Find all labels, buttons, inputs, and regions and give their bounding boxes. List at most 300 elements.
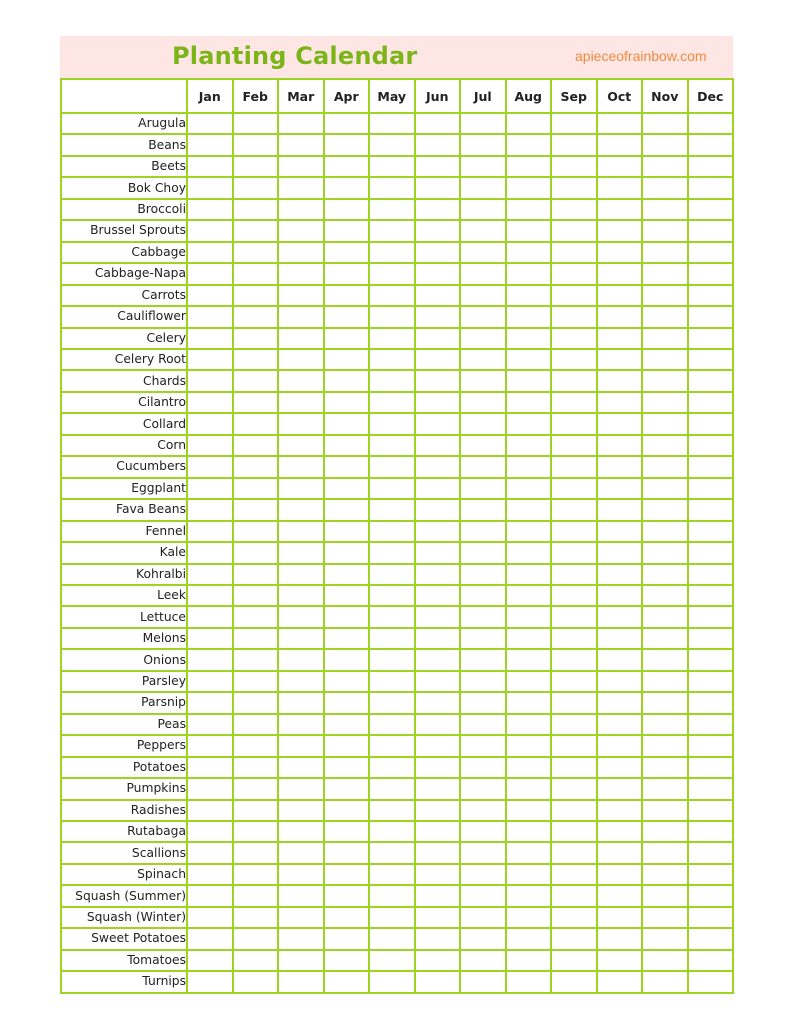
- calendar-cell-dec[interactable]: [688, 370, 734, 391]
- calendar-cell-feb[interactable]: [233, 778, 279, 799]
- calendar-cell-aug[interactable]: [506, 842, 552, 863]
- calendar-cell-aug[interactable]: [506, 285, 552, 306]
- calendar-cell-may[interactable]: [369, 885, 415, 906]
- calendar-cell-dec[interactable]: [688, 907, 734, 928]
- calendar-cell-mar[interactable]: [278, 778, 324, 799]
- calendar-cell-oct[interactable]: [597, 735, 643, 756]
- calendar-cell-jan[interactable]: [187, 606, 233, 627]
- calendar-cell-dec[interactable]: [688, 199, 734, 220]
- calendar-cell-dec[interactable]: [688, 800, 734, 821]
- calendar-cell-dec[interactable]: [688, 885, 734, 906]
- calendar-cell-dec[interactable]: [688, 306, 734, 327]
- calendar-cell-feb[interactable]: [233, 542, 279, 563]
- calendar-cell-feb[interactable]: [233, 306, 279, 327]
- calendar-cell-apr[interactable]: [324, 113, 370, 134]
- calendar-cell-nov[interactable]: [642, 692, 688, 713]
- calendar-cell-mar[interactable]: [278, 435, 324, 456]
- calendar-cell-jul[interactable]: [460, 778, 506, 799]
- calendar-cell-jun[interactable]: [415, 199, 461, 220]
- calendar-cell-may[interactable]: [369, 800, 415, 821]
- calendar-cell-mar[interactable]: [278, 864, 324, 885]
- calendar-cell-apr[interactable]: [324, 907, 370, 928]
- calendar-cell-nov[interactable]: [642, 370, 688, 391]
- calendar-cell-may[interactable]: [369, 263, 415, 284]
- calendar-cell-may[interactable]: [369, 134, 415, 155]
- calendar-cell-may[interactable]: [369, 778, 415, 799]
- calendar-cell-nov[interactable]: [642, 628, 688, 649]
- calendar-cell-jun[interactable]: [415, 757, 461, 778]
- calendar-cell-may[interactable]: [369, 285, 415, 306]
- calendar-cell-oct[interactable]: [597, 671, 643, 692]
- calendar-cell-apr[interactable]: [324, 285, 370, 306]
- calendar-cell-nov[interactable]: [642, 263, 688, 284]
- calendar-cell-oct[interactable]: [597, 134, 643, 155]
- calendar-cell-may[interactable]: [369, 199, 415, 220]
- calendar-cell-jun[interactable]: [415, 821, 461, 842]
- calendar-cell-nov[interactable]: [642, 392, 688, 413]
- calendar-cell-oct[interactable]: [597, 564, 643, 585]
- calendar-cell-feb[interactable]: [233, 199, 279, 220]
- calendar-cell-mar[interactable]: [278, 649, 324, 670]
- calendar-cell-jun[interactable]: [415, 778, 461, 799]
- calendar-cell-mar[interactable]: [278, 499, 324, 520]
- calendar-cell-jun[interactable]: [415, 606, 461, 627]
- calendar-cell-nov[interactable]: [642, 671, 688, 692]
- calendar-cell-apr[interactable]: [324, 692, 370, 713]
- calendar-cell-sep[interactable]: [551, 134, 597, 155]
- calendar-cell-apr[interactable]: [324, 306, 370, 327]
- calendar-cell-jul[interactable]: [460, 714, 506, 735]
- calendar-cell-sep[interactable]: [551, 757, 597, 778]
- calendar-cell-mar[interactable]: [278, 950, 324, 971]
- calendar-cell-dec[interactable]: [688, 156, 734, 177]
- calendar-cell-mar[interactable]: [278, 156, 324, 177]
- calendar-cell-apr[interactable]: [324, 392, 370, 413]
- calendar-cell-jul[interactable]: [460, 328, 506, 349]
- calendar-cell-jan[interactable]: [187, 199, 233, 220]
- calendar-cell-nov[interactable]: [642, 735, 688, 756]
- calendar-cell-dec[interactable]: [688, 242, 734, 263]
- calendar-cell-feb[interactable]: [233, 585, 279, 606]
- calendar-cell-jul[interactable]: [460, 821, 506, 842]
- calendar-cell-apr[interactable]: [324, 499, 370, 520]
- calendar-cell-aug[interactable]: [506, 714, 552, 735]
- calendar-cell-mar[interactable]: [278, 628, 324, 649]
- calendar-cell-mar[interactable]: [278, 907, 324, 928]
- calendar-cell-sep[interactable]: [551, 199, 597, 220]
- calendar-cell-jan[interactable]: [187, 757, 233, 778]
- calendar-cell-jul[interactable]: [460, 134, 506, 155]
- calendar-cell-jul[interactable]: [460, 306, 506, 327]
- calendar-cell-feb[interactable]: [233, 370, 279, 391]
- calendar-cell-feb[interactable]: [233, 392, 279, 413]
- calendar-cell-jan[interactable]: [187, 285, 233, 306]
- calendar-cell-oct[interactable]: [597, 456, 643, 477]
- calendar-cell-aug[interactable]: [506, 220, 552, 241]
- calendar-cell-jan[interactable]: [187, 177, 233, 198]
- calendar-cell-oct[interactable]: [597, 714, 643, 735]
- calendar-cell-jul[interactable]: [460, 950, 506, 971]
- calendar-cell-sep[interactable]: [551, 542, 597, 563]
- calendar-cell-jun[interactable]: [415, 113, 461, 134]
- calendar-cell-aug[interactable]: [506, 306, 552, 327]
- calendar-cell-feb[interactable]: [233, 134, 279, 155]
- calendar-cell-feb[interactable]: [233, 628, 279, 649]
- calendar-cell-may[interactable]: [369, 456, 415, 477]
- calendar-cell-nov[interactable]: [642, 971, 688, 992]
- calendar-cell-dec[interactable]: [688, 413, 734, 434]
- calendar-cell-nov[interactable]: [642, 778, 688, 799]
- calendar-cell-mar[interactable]: [278, 800, 324, 821]
- calendar-cell-mar[interactable]: [278, 564, 324, 585]
- calendar-cell-dec[interactable]: [688, 671, 734, 692]
- calendar-cell-feb[interactable]: [233, 328, 279, 349]
- calendar-cell-dec[interactable]: [688, 649, 734, 670]
- calendar-cell-jan[interactable]: [187, 413, 233, 434]
- calendar-cell-sep[interactable]: [551, 564, 597, 585]
- calendar-cell-sep[interactable]: [551, 263, 597, 284]
- calendar-cell-apr[interactable]: [324, 950, 370, 971]
- calendar-cell-jan[interactable]: [187, 370, 233, 391]
- calendar-cell-nov[interactable]: [642, 714, 688, 735]
- calendar-cell-dec[interactable]: [688, 113, 734, 134]
- calendar-cell-jul[interactable]: [460, 928, 506, 949]
- calendar-cell-dec[interactable]: [688, 499, 734, 520]
- calendar-cell-feb[interactable]: [233, 714, 279, 735]
- calendar-cell-jul[interactable]: [460, 907, 506, 928]
- calendar-cell-mar[interactable]: [278, 199, 324, 220]
- calendar-cell-jul[interactable]: [460, 156, 506, 177]
- calendar-cell-jul[interactable]: [460, 285, 506, 306]
- calendar-cell-dec[interactable]: [688, 714, 734, 735]
- calendar-cell-mar[interactable]: [278, 113, 324, 134]
- calendar-cell-mar[interactable]: [278, 134, 324, 155]
- calendar-cell-aug[interactable]: [506, 800, 552, 821]
- calendar-cell-mar[interactable]: [278, 263, 324, 284]
- calendar-cell-jun[interactable]: [415, 285, 461, 306]
- calendar-cell-feb[interactable]: [233, 950, 279, 971]
- calendar-cell-aug[interactable]: [506, 521, 552, 542]
- calendar-cell-nov[interactable]: [642, 649, 688, 670]
- calendar-cell-aug[interactable]: [506, 349, 552, 370]
- calendar-cell-jan[interactable]: [187, 113, 233, 134]
- calendar-cell-dec[interactable]: [688, 971, 734, 992]
- calendar-cell-nov[interactable]: [642, 499, 688, 520]
- calendar-cell-mar[interactable]: [278, 757, 324, 778]
- calendar-cell-aug[interactable]: [506, 478, 552, 499]
- calendar-cell-feb[interactable]: [233, 263, 279, 284]
- calendar-cell-aug[interactable]: [506, 456, 552, 477]
- calendar-cell-jan[interactable]: [187, 242, 233, 263]
- calendar-cell-nov[interactable]: [642, 907, 688, 928]
- calendar-cell-nov[interactable]: [642, 435, 688, 456]
- calendar-cell-aug[interactable]: [506, 564, 552, 585]
- calendar-cell-may[interactable]: [369, 950, 415, 971]
- calendar-cell-sep[interactable]: [551, 778, 597, 799]
- calendar-cell-nov[interactable]: [642, 349, 688, 370]
- calendar-cell-aug[interactable]: [506, 199, 552, 220]
- calendar-cell-jan[interactable]: [187, 392, 233, 413]
- calendar-cell-sep[interactable]: [551, 692, 597, 713]
- calendar-cell-feb[interactable]: [233, 456, 279, 477]
- calendar-cell-mar[interactable]: [278, 413, 324, 434]
- calendar-cell-jul[interactable]: [460, 113, 506, 134]
- calendar-cell-may[interactable]: [369, 928, 415, 949]
- calendar-cell-jul[interactable]: [460, 242, 506, 263]
- calendar-cell-dec[interactable]: [688, 328, 734, 349]
- calendar-cell-apr[interactable]: [324, 564, 370, 585]
- calendar-cell-sep[interactable]: [551, 499, 597, 520]
- calendar-cell-oct[interactable]: [597, 156, 643, 177]
- calendar-cell-apr[interactable]: [324, 606, 370, 627]
- calendar-cell-nov[interactable]: [642, 199, 688, 220]
- calendar-cell-feb[interactable]: [233, 842, 279, 863]
- calendar-cell-oct[interactable]: [597, 521, 643, 542]
- calendar-cell-jan[interactable]: [187, 735, 233, 756]
- calendar-cell-mar[interactable]: [278, 306, 324, 327]
- calendar-cell-oct[interactable]: [597, 306, 643, 327]
- calendar-cell-jun[interactable]: [415, 392, 461, 413]
- calendar-cell-nov[interactable]: [642, 757, 688, 778]
- calendar-cell-mar[interactable]: [278, 242, 324, 263]
- calendar-cell-jul[interactable]: [460, 456, 506, 477]
- calendar-cell-dec[interactable]: [688, 842, 734, 863]
- website-link[interactable]: apieceofrainbow.com: [575, 48, 707, 64]
- calendar-cell-mar[interactable]: [278, 370, 324, 391]
- calendar-cell-apr[interactable]: [324, 478, 370, 499]
- calendar-cell-aug[interactable]: [506, 735, 552, 756]
- calendar-cell-jan[interactable]: [187, 864, 233, 885]
- calendar-cell-mar[interactable]: [278, 478, 324, 499]
- calendar-cell-may[interactable]: [369, 113, 415, 134]
- calendar-cell-jul[interactable]: [460, 199, 506, 220]
- calendar-cell-apr[interactable]: [324, 671, 370, 692]
- calendar-cell-jun[interactable]: [415, 928, 461, 949]
- calendar-cell-dec[interactable]: [688, 735, 734, 756]
- calendar-cell-may[interactable]: [369, 671, 415, 692]
- calendar-cell-oct[interactable]: [597, 928, 643, 949]
- calendar-cell-apr[interactable]: [324, 370, 370, 391]
- calendar-cell-sep[interactable]: [551, 220, 597, 241]
- calendar-cell-aug[interactable]: [506, 392, 552, 413]
- calendar-cell-jun[interactable]: [415, 413, 461, 434]
- calendar-cell-feb[interactable]: [233, 928, 279, 949]
- calendar-cell-feb[interactable]: [233, 177, 279, 198]
- calendar-cell-jan[interactable]: [187, 263, 233, 284]
- calendar-cell-feb[interactable]: [233, 220, 279, 241]
- calendar-cell-nov[interactable]: [642, 285, 688, 306]
- calendar-cell-mar[interactable]: [278, 885, 324, 906]
- calendar-cell-jun[interactable]: [415, 370, 461, 391]
- calendar-cell-jan[interactable]: [187, 971, 233, 992]
- calendar-cell-apr[interactable]: [324, 220, 370, 241]
- calendar-cell-feb[interactable]: [233, 649, 279, 670]
- calendar-cell-dec[interactable]: [688, 564, 734, 585]
- calendar-cell-jan[interactable]: [187, 328, 233, 349]
- calendar-cell-jun[interactable]: [415, 907, 461, 928]
- calendar-cell-jan[interactable]: [187, 478, 233, 499]
- calendar-cell-dec[interactable]: [688, 950, 734, 971]
- calendar-cell-jul[interactable]: [460, 735, 506, 756]
- calendar-cell-nov[interactable]: [642, 564, 688, 585]
- calendar-cell-dec[interactable]: [688, 628, 734, 649]
- calendar-cell-jul[interactable]: [460, 177, 506, 198]
- calendar-cell-dec[interactable]: [688, 864, 734, 885]
- calendar-cell-jan[interactable]: [187, 564, 233, 585]
- calendar-cell-jan[interactable]: [187, 220, 233, 241]
- calendar-cell-jan[interactable]: [187, 714, 233, 735]
- calendar-cell-mar[interactable]: [278, 606, 324, 627]
- calendar-cell-sep[interactable]: [551, 435, 597, 456]
- calendar-cell-may[interactable]: [369, 499, 415, 520]
- calendar-cell-oct[interactable]: [597, 649, 643, 670]
- calendar-cell-jan[interactable]: [187, 456, 233, 477]
- calendar-cell-aug[interactable]: [506, 263, 552, 284]
- calendar-cell-apr[interactable]: [324, 971, 370, 992]
- calendar-cell-aug[interactable]: [506, 885, 552, 906]
- calendar-cell-may[interactable]: [369, 521, 415, 542]
- calendar-cell-jun[interactable]: [415, 156, 461, 177]
- calendar-cell-mar[interactable]: [278, 971, 324, 992]
- calendar-cell-dec[interactable]: [688, 542, 734, 563]
- calendar-cell-may[interactable]: [369, 370, 415, 391]
- calendar-cell-oct[interactable]: [597, 370, 643, 391]
- calendar-cell-nov[interactable]: [642, 800, 688, 821]
- calendar-cell-apr[interactable]: [324, 714, 370, 735]
- calendar-cell-may[interactable]: [369, 714, 415, 735]
- calendar-cell-jun[interactable]: [415, 564, 461, 585]
- calendar-cell-oct[interactable]: [597, 800, 643, 821]
- calendar-cell-nov[interactable]: [642, 134, 688, 155]
- calendar-cell-aug[interactable]: [506, 413, 552, 434]
- calendar-cell-oct[interactable]: [597, 950, 643, 971]
- calendar-cell-mar[interactable]: [278, 821, 324, 842]
- calendar-cell-sep[interactable]: [551, 671, 597, 692]
- calendar-cell-feb[interactable]: [233, 521, 279, 542]
- calendar-cell-mar[interactable]: [278, 735, 324, 756]
- calendar-cell-feb[interactable]: [233, 413, 279, 434]
- calendar-cell-sep[interactable]: [551, 392, 597, 413]
- calendar-cell-aug[interactable]: [506, 242, 552, 263]
- calendar-cell-oct[interactable]: [597, 392, 643, 413]
- calendar-cell-aug[interactable]: [506, 606, 552, 627]
- calendar-cell-aug[interactable]: [506, 542, 552, 563]
- calendar-cell-feb[interactable]: [233, 435, 279, 456]
- calendar-cell-oct[interactable]: [597, 606, 643, 627]
- calendar-cell-may[interactable]: [369, 628, 415, 649]
- calendar-cell-jan[interactable]: [187, 692, 233, 713]
- calendar-cell-aug[interactable]: [506, 499, 552, 520]
- calendar-cell-jul[interactable]: [460, 542, 506, 563]
- calendar-cell-aug[interactable]: [506, 328, 552, 349]
- calendar-cell-jul[interactable]: [460, 263, 506, 284]
- calendar-cell-aug[interactable]: [506, 177, 552, 198]
- calendar-cell-may[interactable]: [369, 392, 415, 413]
- calendar-cell-aug[interactable]: [506, 950, 552, 971]
- calendar-cell-oct[interactable]: [597, 242, 643, 263]
- calendar-cell-dec[interactable]: [688, 521, 734, 542]
- calendar-cell-may[interactable]: [369, 821, 415, 842]
- calendar-cell-mar[interactable]: [278, 177, 324, 198]
- calendar-cell-jul[interactable]: [460, 842, 506, 863]
- calendar-cell-may[interactable]: [369, 435, 415, 456]
- calendar-cell-may[interactable]: [369, 242, 415, 263]
- calendar-cell-oct[interactable]: [597, 864, 643, 885]
- calendar-cell-jun[interactable]: [415, 800, 461, 821]
- calendar-cell-jul[interactable]: [460, 606, 506, 627]
- calendar-cell-oct[interactable]: [597, 177, 643, 198]
- calendar-cell-feb[interactable]: [233, 864, 279, 885]
- calendar-cell-jan[interactable]: [187, 156, 233, 177]
- calendar-cell-dec[interactable]: [688, 435, 734, 456]
- calendar-cell-jun[interactable]: [415, 885, 461, 906]
- calendar-cell-jul[interactable]: [460, 971, 506, 992]
- calendar-cell-nov[interactable]: [642, 542, 688, 563]
- calendar-cell-may[interactable]: [369, 649, 415, 670]
- calendar-cell-feb[interactable]: [233, 885, 279, 906]
- calendar-cell-nov[interactable]: [642, 885, 688, 906]
- calendar-cell-nov[interactable]: [642, 156, 688, 177]
- calendar-cell-feb[interactable]: [233, 349, 279, 370]
- calendar-cell-feb[interactable]: [233, 821, 279, 842]
- calendar-cell-apr[interactable]: [324, 542, 370, 563]
- calendar-cell-jun[interactable]: [415, 328, 461, 349]
- calendar-cell-jun[interactable]: [415, 649, 461, 670]
- calendar-cell-jan[interactable]: [187, 306, 233, 327]
- calendar-cell-jan[interactable]: [187, 800, 233, 821]
- calendar-cell-sep[interactable]: [551, 907, 597, 928]
- calendar-cell-sep[interactable]: [551, 370, 597, 391]
- calendar-cell-nov[interactable]: [642, 950, 688, 971]
- calendar-cell-apr[interactable]: [324, 349, 370, 370]
- calendar-cell-aug[interactable]: [506, 134, 552, 155]
- calendar-cell-jul[interactable]: [460, 478, 506, 499]
- calendar-cell-mar[interactable]: [278, 220, 324, 241]
- calendar-cell-jan[interactable]: [187, 628, 233, 649]
- calendar-cell-oct[interactable]: [597, 885, 643, 906]
- calendar-cell-oct[interactable]: [597, 349, 643, 370]
- calendar-cell-jul[interactable]: [460, 220, 506, 241]
- calendar-cell-may[interactable]: [369, 306, 415, 327]
- calendar-cell-jun[interactable]: [415, 521, 461, 542]
- calendar-cell-feb[interactable]: [233, 971, 279, 992]
- calendar-cell-oct[interactable]: [597, 585, 643, 606]
- calendar-cell-feb[interactable]: [233, 478, 279, 499]
- calendar-cell-mar[interactable]: [278, 349, 324, 370]
- calendar-cell-oct[interactable]: [597, 113, 643, 134]
- calendar-cell-apr[interactable]: [324, 649, 370, 670]
- calendar-cell-may[interactable]: [369, 971, 415, 992]
- calendar-cell-apr[interactable]: [324, 842, 370, 863]
- calendar-cell-aug[interactable]: [506, 628, 552, 649]
- calendar-cell-aug[interactable]: [506, 671, 552, 692]
- calendar-cell-nov[interactable]: [642, 220, 688, 241]
- calendar-cell-feb[interactable]: [233, 156, 279, 177]
- calendar-cell-jun[interactable]: [415, 842, 461, 863]
- calendar-cell-jun[interactable]: [415, 499, 461, 520]
- calendar-cell-jun[interactable]: [415, 263, 461, 284]
- calendar-cell-aug[interactable]: [506, 907, 552, 928]
- calendar-cell-oct[interactable]: [597, 821, 643, 842]
- calendar-cell-jan[interactable]: [187, 842, 233, 863]
- calendar-cell-jan[interactable]: [187, 907, 233, 928]
- calendar-cell-sep[interactable]: [551, 285, 597, 306]
- calendar-cell-jun[interactable]: [415, 220, 461, 241]
- calendar-cell-jun[interactable]: [415, 950, 461, 971]
- calendar-cell-may[interactable]: [369, 220, 415, 241]
- calendar-cell-nov[interactable]: [642, 306, 688, 327]
- calendar-cell-oct[interactable]: [597, 285, 643, 306]
